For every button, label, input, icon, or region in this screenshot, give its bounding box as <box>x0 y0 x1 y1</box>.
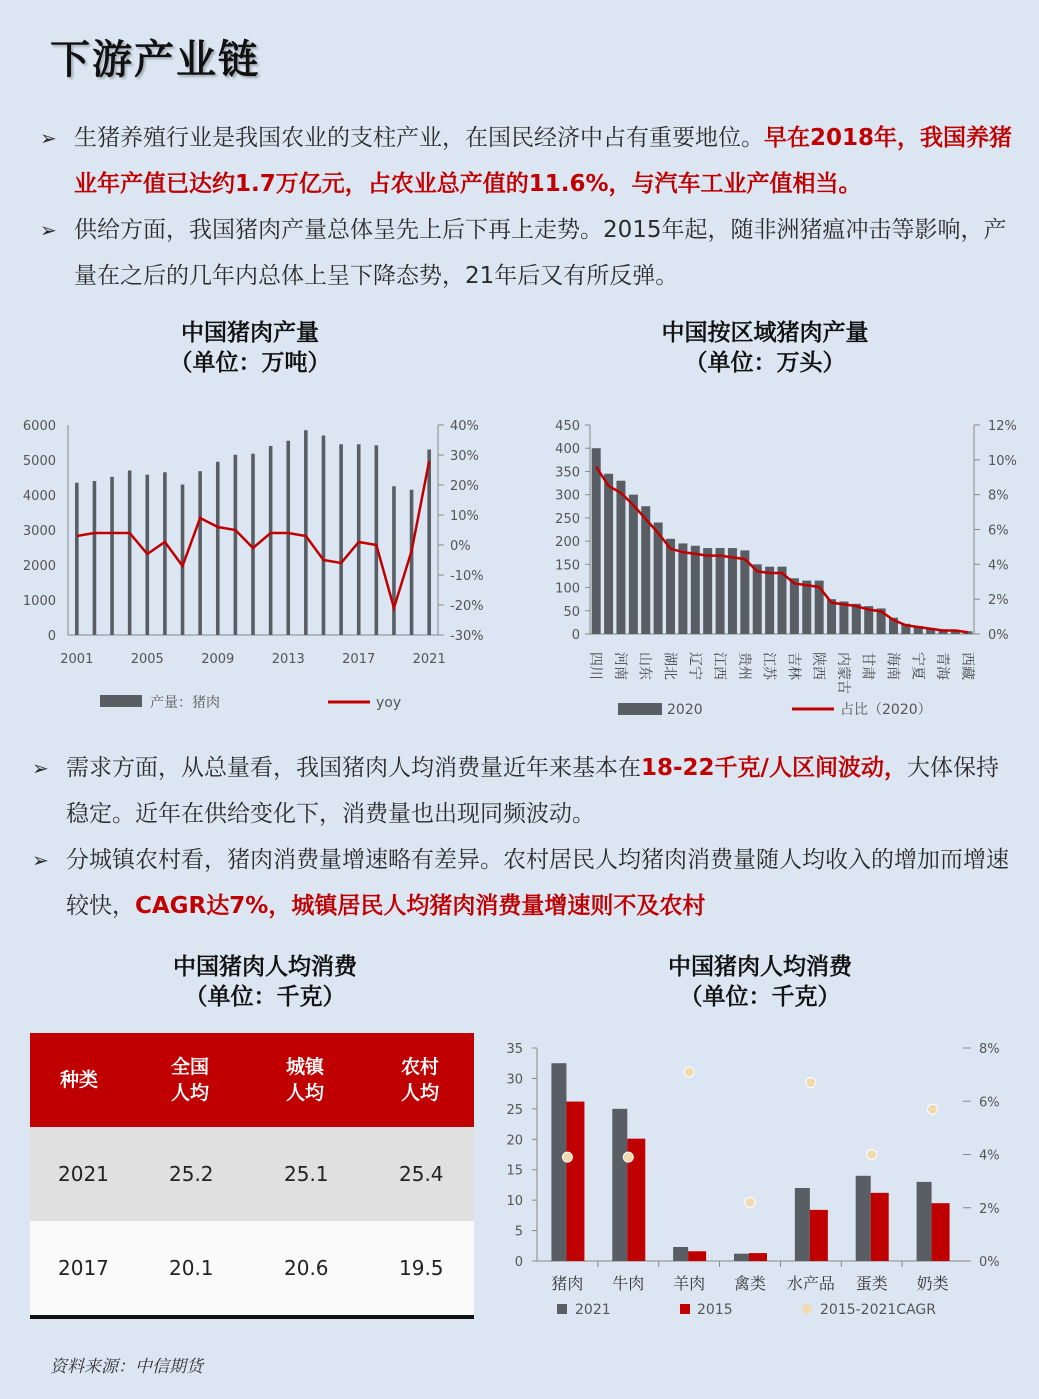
y2-tick-label: 4% <box>988 558 1009 574</box>
x-tick-label: 辽宁 <box>686 652 703 680</box>
y-tick-label: 400 <box>555 442 580 458</box>
cagr-point <box>806 1078 816 1088</box>
x-tick-label: 2009 <box>201 652 235 667</box>
arrow-bullet-icon: ➢ <box>40 126 57 150</box>
y-tick-label: 4000 <box>22 489 56 504</box>
arrow-bullet-icon: ➢ <box>32 848 49 872</box>
table-header-text: 全国 人均 <box>171 1056 210 1104</box>
chart-regional-production <box>530 405 1030 725</box>
legend-2021-label: 2021 <box>575 1302 611 1318</box>
bar <box>839 601 848 634</box>
bar <box>357 444 361 635</box>
y2-tick-label: 6% <box>979 1095 1000 1111</box>
consumption-table <box>30 1033 474 1319</box>
y-tick-label: 6000 <box>22 419 56 434</box>
x-tick-label: 江苏 <box>760 652 777 680</box>
y2-tick-label: -10% <box>450 569 484 584</box>
bullet-highlight: CAGR达7%，城镇居民人均猪肉消费量增速则不及农村 <box>135 893 706 919</box>
cagr-point <box>745 1197 755 1207</box>
bar <box>790 578 799 634</box>
bar <box>427 450 431 636</box>
x-tick-label: 2017 <box>342 652 376 667</box>
bar <box>728 548 737 634</box>
y2-tick-label: 10% <box>450 509 479 524</box>
chart4-title <box>600 952 920 1012</box>
bar <box>691 546 700 634</box>
table-cell: 25.1 <box>256 1127 371 1221</box>
y2-tick-label: 12% <box>988 419 1017 434</box>
bullet-text: 生猪养殖行业是我国农业的支柱产业，在国民经济中占有重要地位。 <box>74 125 764 151</box>
x-tick-label: 2005 <box>130 652 164 667</box>
table-cell: 19.5 <box>371 1221 474 1317</box>
bar <box>375 445 379 635</box>
x-tick-label: 猪肉 <box>551 1274 584 1293</box>
y-tick-label: 15 <box>506 1163 523 1179</box>
y2-tick-label: 10% <box>988 453 1017 469</box>
table-cell: 2021 <box>30 1127 141 1221</box>
table-header-row <box>30 1033 474 1127</box>
y2-tick-label: 30% <box>450 449 479 464</box>
x-tick-label: 牛肉 <box>612 1274 645 1293</box>
x-tick-label: 蛋类 <box>855 1274 888 1293</box>
table-row <box>30 1127 474 1221</box>
bar <box>666 539 675 634</box>
cagr-point <box>562 1152 572 1162</box>
bar-2015 <box>566 1102 584 1261</box>
bullet-industry <box>40 115 1025 207</box>
y2-tick-label: -20% <box>450 599 484 614</box>
bar <box>392 486 396 635</box>
legend-line-label: yoy <box>376 695 402 711</box>
y2-tick-label: 2% <box>988 593 1009 609</box>
bar <box>198 471 202 635</box>
bar-2021 <box>551 1063 566 1261</box>
bar <box>629 495 638 634</box>
y-tick-label: 50 <box>563 604 580 620</box>
y-tick-label: 0 <box>514 1255 523 1270</box>
y-tick-label: 25 <box>506 1102 523 1118</box>
bar <box>641 506 650 634</box>
table-header <box>141 1033 256 1127</box>
y-tick-label: 2000 <box>22 559 56 574</box>
x-tick-label: 羊肉 <box>673 1274 706 1293</box>
y-tick-label: 3000 <box>22 524 56 539</box>
y-tick-label: 10 <box>506 1194 523 1210</box>
table-row <box>30 1221 474 1317</box>
x-tick-label: 2021 <box>412 652 446 667</box>
y-tick-label: 0 <box>47 629 56 644</box>
chart2-title <box>590 318 940 378</box>
table-cell: 20.1 <box>141 1221 256 1317</box>
y-tick-label: 35 <box>506 1042 523 1057</box>
bar <box>678 543 687 634</box>
bullet-text: 需求方面，从总量看，我国猪肉人均消费量近年来基本在 <box>66 755 641 781</box>
legend-bar-label: 2020 <box>667 702 703 718</box>
chart2-title-line1: 中国按区域猪肉产量 <box>661 319 869 346</box>
y2-tick-label: 0% <box>988 628 1009 643</box>
bar-2015 <box>749 1253 767 1261</box>
x-tick-label: 青海 <box>934 652 951 680</box>
y-tick-label: 350 <box>555 465 580 481</box>
x-tick-label: 奶类 <box>916 1274 949 1293</box>
bar <box>703 548 712 634</box>
bar-2021 <box>917 1182 932 1261</box>
bar <box>592 448 601 634</box>
x-tick-label: 陕西 <box>810 652 827 680</box>
legend-cagr-swatch <box>802 1304 812 1314</box>
bullets-bottom <box>32 745 1017 929</box>
cagr-point <box>928 1104 938 1114</box>
bar-2021 <box>673 1247 688 1261</box>
x-tick-label: 西藏 <box>958 652 975 680</box>
chart1-title-line2: （单位：万吨） <box>169 349 331 376</box>
arrow-bullet-icon: ➢ <box>40 218 57 242</box>
arrow-bullet-icon: ➢ <box>32 756 49 780</box>
chart3-title <box>110 952 420 1012</box>
bar <box>286 441 290 635</box>
table-header <box>371 1033 474 1127</box>
bullet-text-2: 大体保持稳定。近年在供给变化下，消费量也出现同频波动。 <box>66 755 999 827</box>
y-tick-label: 5000 <box>22 454 56 469</box>
x-tick-label: 贵州 <box>735 652 752 680</box>
y-tick-label: 150 <box>555 558 580 574</box>
table-header <box>256 1033 371 1127</box>
bar <box>110 477 114 635</box>
bar-2021 <box>795 1188 810 1261</box>
y2-tick-label: 4% <box>979 1148 1000 1164</box>
y2-tick-label: 6% <box>988 523 1009 539</box>
y-tick-label: 100 <box>555 581 580 597</box>
bar <box>75 483 79 635</box>
bar-2021 <box>612 1109 627 1261</box>
legend-2021-swatch <box>557 1304 567 1314</box>
legend-line-label: 占比（2020） <box>840 702 932 718</box>
y2-tick-label: 0% <box>979 1255 1000 1270</box>
x-tick-label: 山东 <box>636 652 653 680</box>
bar <box>802 581 811 634</box>
table-cell: 2017 <box>30 1221 141 1317</box>
bar-2015 <box>810 1210 828 1261</box>
bar <box>216 462 220 635</box>
bullet-urban-rural <box>32 837 1017 929</box>
bar <box>765 567 774 634</box>
x-tick-label: 河南 <box>611 652 628 680</box>
bullet-highlight: 18-22千克/人区间波动， <box>641 755 907 781</box>
bar-2015 <box>871 1193 889 1261</box>
bullet-text: 供给方面，我国猪肉产量总体呈先上后下再上走势。2015年起，随非洲猪瘟冲击等影响，产量在之后的几年内总体上呈下降态势，21年后又有所反弹。 <box>74 217 1007 289</box>
page-title: 下游产业链 <box>50 36 260 83</box>
y2-tick-label: -30% <box>450 629 484 644</box>
x-tick-label: 甘肃 <box>859 652 876 680</box>
y-tick-label: 0 <box>571 628 580 643</box>
bar <box>251 454 255 635</box>
chart-pork-production <box>0 405 510 725</box>
x-tick-label: 四川 <box>587 652 604 680</box>
y2-tick-label: 0% <box>450 539 471 554</box>
legend-bar-swatch <box>100 695 142 707</box>
table-header-text: 农村 人均 <box>401 1056 440 1104</box>
bar <box>410 490 414 635</box>
bullet-demand <box>32 745 1017 837</box>
chart-per-capita-consumption <box>495 1030 1025 1330</box>
chart1-title-line1: 中国猪肉产量 <box>181 319 319 346</box>
chart2-title-line2: （单位：万头） <box>684 349 846 376</box>
bullets-top <box>40 115 1025 299</box>
bar <box>616 481 625 634</box>
x-tick-label: 吉林 <box>785 652 802 680</box>
y2-tick-label: 8% <box>988 488 1009 504</box>
bar <box>339 444 343 635</box>
bar <box>322 436 326 636</box>
y-tick-label: 5 <box>514 1224 523 1240</box>
bar <box>234 455 238 635</box>
y-tick-label: 20 <box>506 1133 523 1149</box>
legend-bar-swatch <box>618 703 662 715</box>
chart3-title-line1: 中国猪肉人均消费 <box>173 953 357 980</box>
table-cell: 25.4 <box>371 1127 474 1221</box>
legend-bar-label: 产量：猪肉 <box>150 695 220 711</box>
table-cell: 25.2 <box>141 1127 256 1221</box>
bar <box>716 548 725 634</box>
bar-2021 <box>734 1254 749 1261</box>
chart4-title-line2: （单位：千克） <box>679 983 841 1010</box>
bar-2021 <box>856 1176 871 1261</box>
y-tick-label: 250 <box>555 511 580 527</box>
x-tick-label: 江西 <box>711 652 728 680</box>
bar <box>163 472 167 635</box>
bar <box>128 471 132 636</box>
y2-tick-label: 40% <box>450 419 479 434</box>
legend-2015-label: 2015 <box>697 1302 733 1318</box>
bar <box>753 564 762 634</box>
y-tick-label: 450 <box>555 419 580 434</box>
x-tick-label: 禽类 <box>733 1274 767 1293</box>
chart4-title-line1: 中国猪肉人均消费 <box>668 953 852 980</box>
bar <box>269 446 273 635</box>
y2-tick-label: 20% <box>450 479 479 494</box>
cagr-point <box>684 1067 694 1077</box>
cagr-point <box>867 1150 877 1160</box>
y-tick-label: 200 <box>555 535 580 551</box>
x-tick-label: 海南 <box>884 652 901 680</box>
legend-cagr-label: 2015-2021CAGR <box>820 1302 936 1318</box>
x-tick-label: 湖北 <box>661 652 678 680</box>
bar <box>93 481 97 635</box>
y2-tick-label: 2% <box>979 1201 1000 1217</box>
chart3-title-line2: （单位：千克） <box>184 983 346 1010</box>
x-tick-label: 2001 <box>60 652 94 667</box>
table-header: 种类 <box>30 1033 141 1127</box>
x-tick-label: 宁夏 <box>909 652 926 680</box>
cagr-point <box>623 1152 633 1162</box>
y-tick-label: 30 <box>506 1072 523 1088</box>
bar-2015 <box>688 1251 706 1261</box>
table-header-text: 城镇 人均 <box>286 1056 325 1104</box>
x-tick-label: 2013 <box>271 652 305 667</box>
bullet-highlight: 早在2018年，我国养猪业年产值已达约1.7万亿元，占农业总产值的11.6%，与汽车工业产值相当。 <box>74 125 1013 197</box>
bullet-text: 分城镇农村看，猪肉消费量增速略有差异。农村居民人均猪肉消费量随人均收入的增加而增速较快， <box>66 847 1009 919</box>
x-tick-label: 水产品 <box>786 1274 835 1293</box>
bar-2015 <box>932 1203 950 1261</box>
bar <box>604 474 613 634</box>
y-tick-label: 300 <box>555 488 580 504</box>
bar <box>304 430 308 635</box>
source-note: 资料来源：中信期货 <box>50 1357 203 1377</box>
table-cell: 20.6 <box>256 1221 371 1317</box>
bar <box>827 599 836 634</box>
bar <box>852 604 861 634</box>
legend-2015-swatch <box>680 1304 690 1314</box>
x-tick-label: 内蒙古 <box>834 652 851 694</box>
chart1-title <box>100 318 400 378</box>
bar <box>654 523 663 634</box>
y-tick-label: 1000 <box>22 594 56 609</box>
y2-tick-label: 8% <box>979 1042 1000 1057</box>
bullet-supply <box>40 207 1025 299</box>
